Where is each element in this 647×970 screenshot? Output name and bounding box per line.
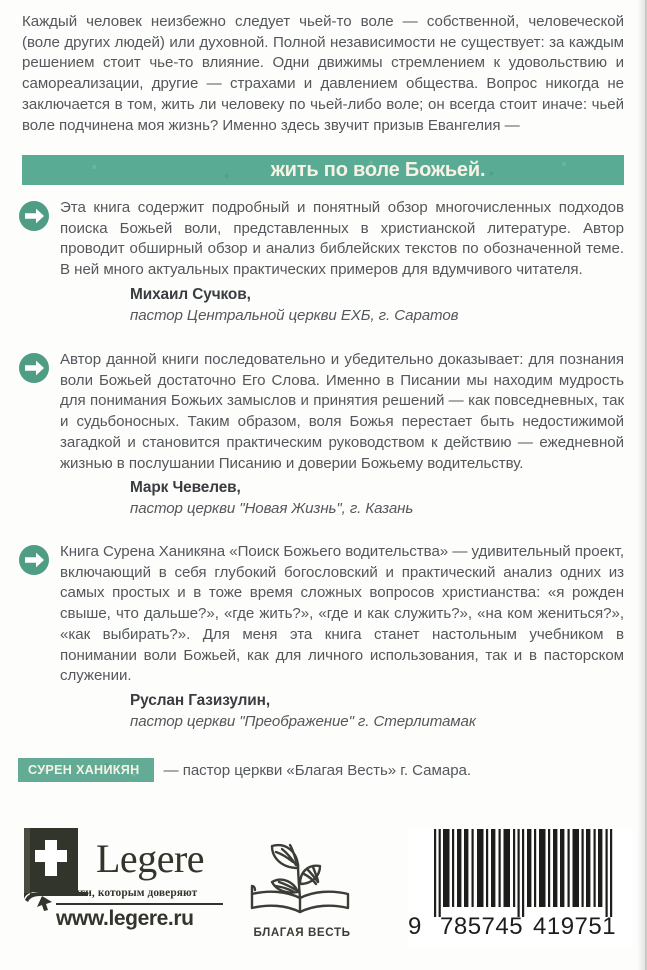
- barcode-left-group: 785745: [440, 913, 524, 940]
- author-line: [18, 758, 624, 782]
- publisher-name: Legere: [96, 836, 205, 881]
- endorsement-attribution: [130, 690, 624, 732]
- arrow-right-circle-icon: [18, 352, 50, 384]
- author-description: — пастор церкви «Благая Весть» г. Самара.: [163, 761, 472, 779]
- highlight-banner: [22, 155, 624, 185]
- barcode: [408, 829, 633, 947]
- arrow-right-circle-icon: [18, 544, 50, 576]
- endorsement-block-3: [18, 542, 624, 732]
- endorsement-author-name: Руслан Газизулин,: [130, 691, 271, 709]
- endorsement-block-1: [18, 198, 624, 326]
- publisher-tagline: книги, которым доверяют: [60, 887, 198, 899]
- imprint-name: БЛАГАЯ ВЕСТЬ: [253, 926, 351, 939]
- arrow-right-circle-icon: [18, 200, 50, 232]
- endorsement-author-role: пастор церкви "Новая Жизнь", г. Казань: [130, 500, 414, 518]
- highlight-banner-text: жить по воле Божьей.: [270, 158, 486, 181]
- barcode-right-group: 419751: [533, 913, 617, 940]
- endorsement-attribution: [130, 477, 624, 519]
- intro-paragraph: Каждый человек неизбежно следует чьей-то воле — собственной, человеческой (воле других людей) или духовной. Полной независимости не существует: за каждым решением стоит чье-то влияние. Одни движимы стремлением к удовольствию и самореализации, другие — страхами и давлением общества. Вопрос никогда не заключается в том, жить ли человеку по чьей-либо воле; он всегда стоит иначе: чьей воле подчинена моя жизнь? Именно здесь звучит призыв Евангелия —: [22, 13, 624, 134]
- publisher-divider: [56, 903, 223, 905]
- footer: [0, 818, 647, 970]
- endorsement-author-name: Марк Чевелев,: [130, 479, 241, 497]
- imprint-logo-blagaya-vest[interactable]: [238, 828, 366, 950]
- endorsement-text: Эта книга содержит подробный и понятный обзор многочисленных подходов поиска Божьей воли, представленных в христианской литературе. Автор проводит обширный обзор и анализ библейских текстов по обозначенной теме. В ней много актуальных практических примеров для вдумчивого читателя.: [60, 199, 624, 279]
- author-name-badge: СУРЕН ХАНИКЯН: [18, 758, 154, 782]
- barcode-prefix-digit: 9: [408, 913, 422, 940]
- endorsement-block-2: [18, 350, 624, 519]
- barcode-icon: [408, 829, 633, 917]
- endorsement-attribution: [130, 284, 624, 326]
- endorsement-author-role: пастор Центральной церкви ЕХБ, г. Саратов: [130, 306, 459, 324]
- endorsement-text: Книга Сурена Ханикяна «Поиск Божьего водительства» — удивительный проект, включающий в себя глубокий богословский и практический анализ одних из самых простых и в тоже время сложных вопросов христианства: «я рожден свыше, что дальше?», «где жить?», «где и как служить?», «на ком жениться?», «как выбирать?». Для меня эта книга станет настольным учебником в понимании воли Божьей, как для личного использования, так и в пасторском служении.: [60, 543, 624, 685]
- endorsement-text: Автор данной книги последовательно и убедительно доказывает: для познания воли Божьей достаточно Его Слова. Именно в Писании мы находим мудрость для понимания Божьих замыслов и принятия решений — как повседневных, так и судьбоносных. Таким образом, воля Божья перестает быть недостижимой загадкой и становится практическим руководством к действию — ежедневной жизнью в послушании Писанию и доверии Божьему водительству.: [60, 351, 624, 472]
- publisher-url[interactable]: www.legere.ru: [56, 907, 194, 930]
- barcode-digits: [408, 913, 633, 941]
- publisher-logo-legere[interactable]: [18, 826, 223, 936]
- endorsement-author-role: пастор церкви "Преображение" г. Стерлитамак: [130, 712, 476, 730]
- endorsement-author-name: Михаил Сучков,: [130, 285, 251, 303]
